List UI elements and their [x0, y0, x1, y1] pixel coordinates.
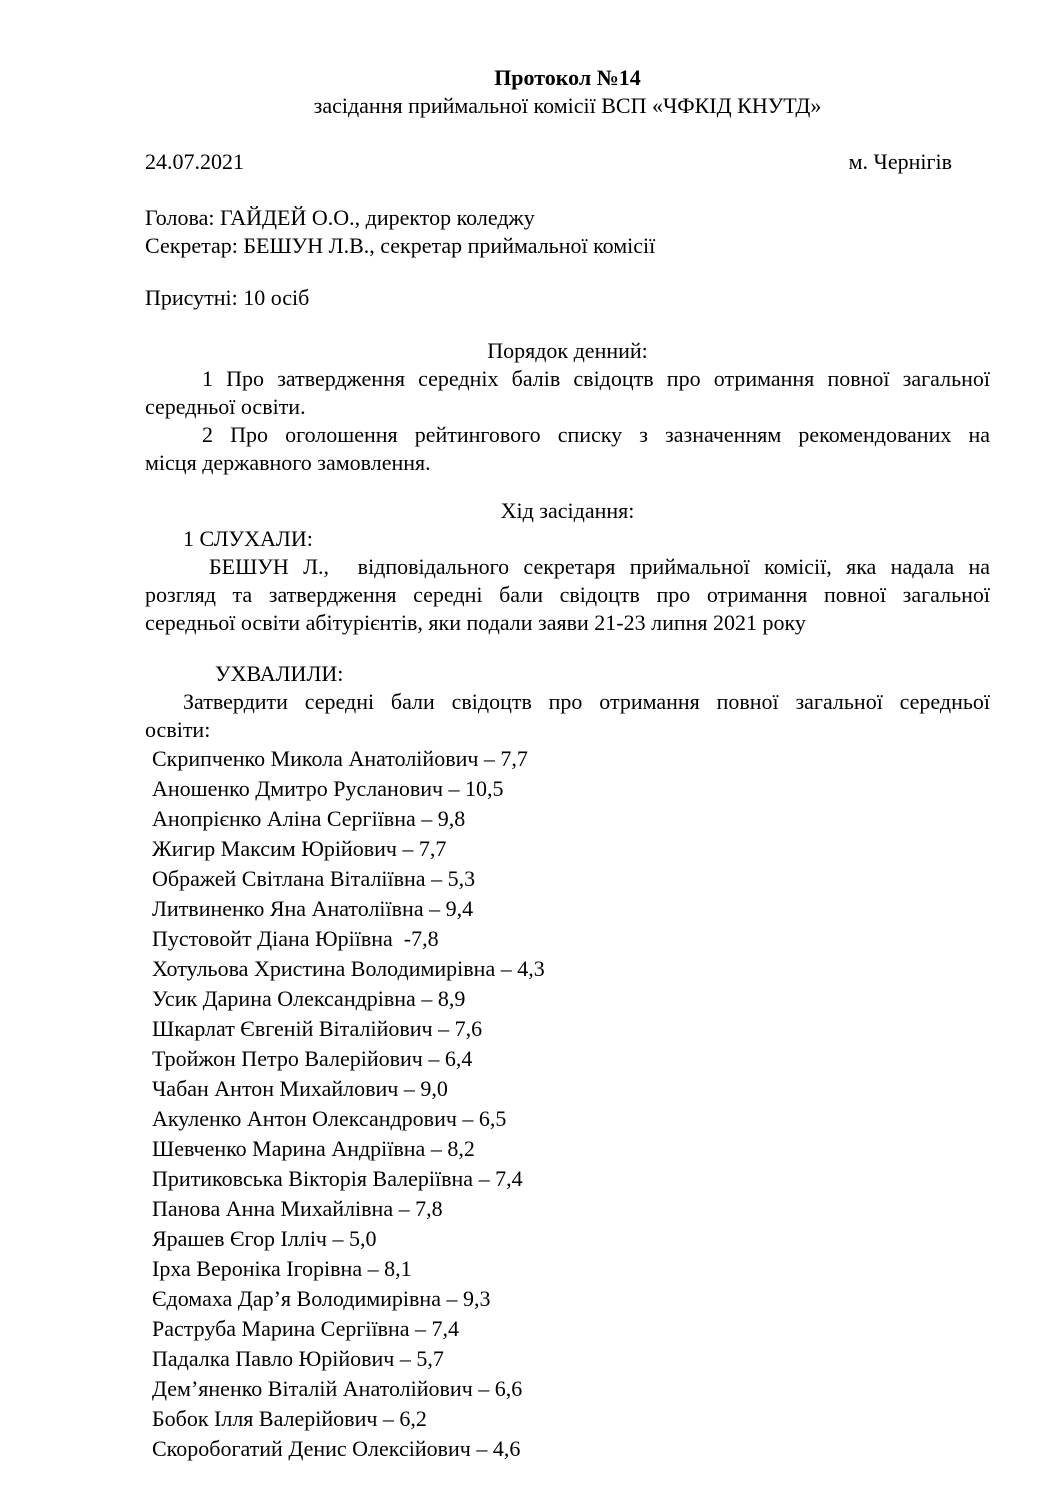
student-score-line: Шевченко Марина Андріївна – 8,2 [152, 1136, 475, 1161]
student-score-line: Раструба Марина Сергіївна – 7,4 [152, 1316, 460, 1341]
student-score-line: Пустовойт Діана Юріївна -7,8 [152, 926, 439, 951]
chairman-line: Голова: ГАЙДЕЙ О.О., директор коледжу [145, 205, 535, 230]
document-content [145, 64, 990, 1464]
student-score-line: Ображей Світлана Віталіївна – 5,3 [152, 866, 476, 891]
student-score-line: Падалка Павло Юрійович – 5,7 [152, 1346, 444, 1371]
officials-block [145, 204, 990, 260]
document-date: 24.07.2021 [145, 149, 244, 174]
agenda-item-2-line-1: 2 Про оголошення рейтингового списку з зазначенням рекомендованих на [202, 422, 990, 447]
student-score-line: Литвиненко Яна Анатоліївна – 9,4 [152, 896, 474, 921]
student-score-line: Акуленко Антон Олександрович – 6,5 [152, 1106, 507, 1131]
heard-line-2: розгляд та затвердження середні бали свідоцтв про отримання повної загальної [145, 582, 990, 607]
student-score-line: Анопрієнко Аліна Сергіївна – 9,8 [152, 806, 466, 831]
student-score-line: Єдомаха Дар’я Володимирівна – 9,3 [152, 1286, 491, 1311]
student-score-line: Притиковська Вікторія Валеріївна – 7,4 [152, 1166, 523, 1191]
student-score-line: Шкарлат Євгеній Віталійович – 7,6 [152, 1016, 483, 1041]
student-score-line: Тройжон Петро Валерійович – 6,4 [152, 1046, 473, 1071]
student-score-line: Усик Дарина Олександрівна – 8,9 [152, 986, 466, 1011]
heard-line-3: середньої освіти абітурієнтів, яки подали заяви 21-23 липня 2021 року [145, 610, 806, 635]
resolved-intro-line-1: Затвердити середні бали свідоцтв про отримання повної загальної середньої [183, 689, 990, 714]
student-score-line: Жигир Максим Юрійович – 7,7 [152, 836, 447, 861]
student-score-line: Скрипченко Микола Анатолійович – 7,7 [152, 746, 528, 771]
student-score-line: Бобок Ілля Валерійович – 6,2 [152, 1406, 427, 1431]
secretary-line: Секретар: БЕШУН Л.В., секретар приймальної комісії [145, 233, 656, 258]
heard-paragraph [145, 553, 990, 637]
student-score-line: Дем’яненко Віталій Анатолійович – 6,6 [152, 1376, 523, 1401]
agenda-item-1-line-1: 1 Про затвердження середніх балів свідоцтв про отримання повної загальної [202, 366, 990, 391]
student-score-line: Ярашев Єгор Ілліч – 5,0 [152, 1226, 377, 1251]
document-subtitle: засідання приймальної комісії ВСП «ЧФКІД КНУТД» [313, 93, 822, 118]
proceedings-heading: Хід засідання: [500, 498, 635, 523]
students-score-list [145, 744, 990, 1464]
student-score-line: Панова Анна Михайлівна – 7,8 [152, 1196, 443, 1221]
resolved-intro-line-2: освіти: [145, 717, 211, 742]
agenda-item-1-line-2: середньої освіти. [145, 394, 306, 419]
student-score-line: Скоробогатий Денис Олексійович – 4,6 [152, 1436, 521, 1461]
heard-line-1: БЕШУН Л., відповідального секретаря приймальної комісії, яка надала на [209, 554, 990, 579]
heard-label: 1 СЛУХАЛИ: [183, 526, 313, 551]
attendees-line: Присутні: 10 осіб [145, 285, 310, 310]
agenda-item-2 [145, 421, 990, 477]
agenda-item-1 [145, 365, 990, 421]
student-score-line: Ірха Вероніка Ігорівна – 8,1 [152, 1256, 412, 1281]
date-place-row [145, 148, 990, 176]
document-title: Протокол №14 [494, 65, 641, 90]
student-score-line: Аношенко Дмитро Русланович – 10,5 [152, 776, 504, 801]
document-place: м. Чернігів [848, 149, 952, 174]
agenda-heading: Порядок денний: [487, 338, 648, 363]
student-score-line: Чабан Антон Михайлович – 9,0 [152, 1076, 448, 1101]
resolved-label: УХВАЛИЛИ: [215, 661, 344, 686]
agenda-item-2-line-2: місця державного замовлення. [145, 450, 431, 475]
resolved-intro [145, 688, 990, 744]
student-score-line: Хотульова Христина Володимирівна – 4,3 [152, 956, 545, 981]
